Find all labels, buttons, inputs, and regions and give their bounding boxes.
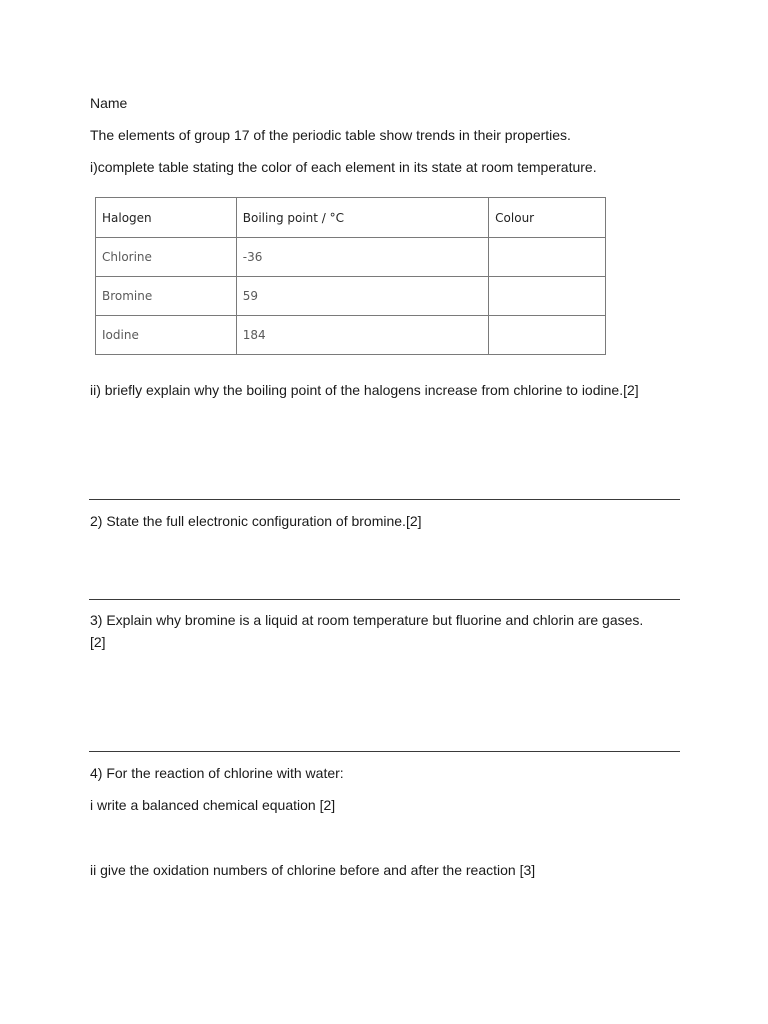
- header-halogen: Halogen: [96, 198, 237, 238]
- cell-boiling-point: 59: [236, 277, 488, 316]
- answer-line: [89, 599, 680, 600]
- question-1-i: i)complete table stating the color of each element in its state at room temperature.: [90, 159, 597, 175]
- table-row: [96, 277, 606, 316]
- header-boiling-point: Boiling point / °C: [236, 198, 488, 238]
- cell-boiling-point: 184: [236, 316, 488, 355]
- cell-colour[interactable]: [489, 277, 606, 316]
- question-4-ii: ii give the oxidation numbers of chlorine before and after the reaction [3]: [90, 862, 536, 878]
- name-label: Name: [90, 95, 128, 111]
- answer-line: [89, 751, 680, 752]
- intro-text: The elements of group 17 of the periodic table show trends in their properties.: [90, 127, 571, 143]
- halogen-table: [95, 197, 606, 355]
- question-4-i: i write a balanced chemical equation [2]: [90, 797, 336, 813]
- table-row: [96, 238, 606, 277]
- cell-boiling-point: -36: [236, 238, 488, 277]
- question-3: 3) Explain why bromine is a liquid at room temperature but fluorine and chlorin are gases.[2]: [90, 612, 644, 650]
- question-4: 4) For the reaction of chlorine with water:: [90, 765, 344, 781]
- cell-colour[interactable]: [489, 238, 606, 277]
- table-row: [96, 316, 606, 355]
- cell-halogen: Chlorine: [96, 238, 237, 277]
- answer-line: [89, 499, 680, 500]
- cell-halogen: Iodine: [96, 316, 237, 355]
- question-1-ii: ii) briefly explain why the boiling point of the halogens increase from chlorine to iodine.[2]: [90, 382, 639, 398]
- table-header-row: [96, 198, 606, 238]
- cell-colour[interactable]: [489, 316, 606, 355]
- header-colour: Colour: [489, 198, 606, 238]
- cell-halogen: Bromine: [96, 277, 237, 316]
- question-2: 2) State the full electronic configuration of bromine.[2]: [90, 513, 422, 529]
